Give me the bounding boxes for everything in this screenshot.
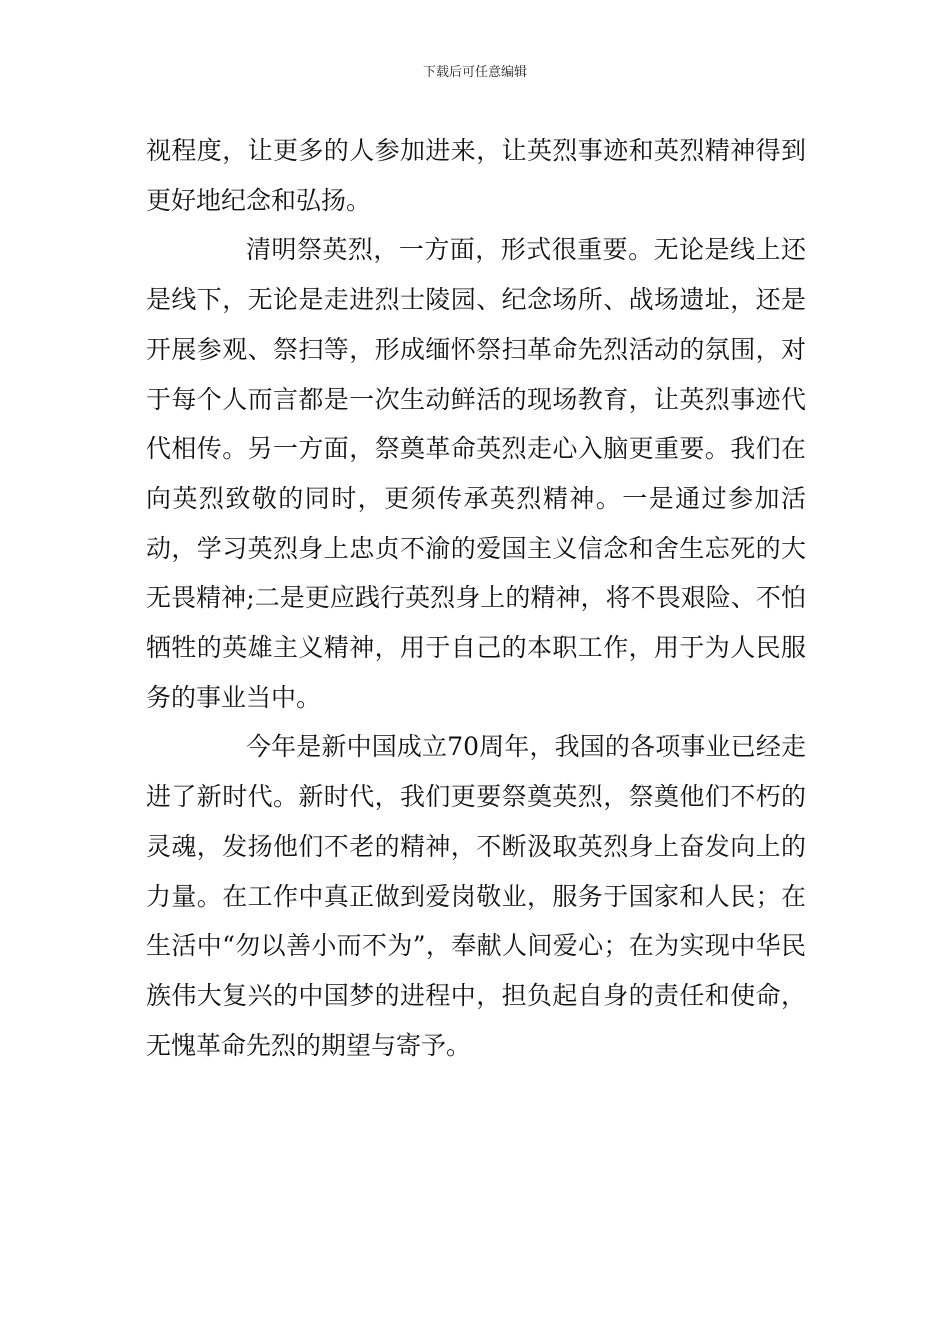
- paragraph-2: 清明祭英烈，一方面，形式很重要。无论是线上还是线下，无论是走进烈士陵园、纪念场所、战场遗址，还是开展参观、祭扫等，形成缅怀祭扫革命先烈活动的氛围，对于每个人而言都是一次生动鲜活的现场教育，让英烈事迹代代相传。另一方面，祭奠革命英烈走心入脑更重要。我们在向英烈致敬的同时，更须传承英烈精神。一是通过参加活动，学习英烈身上忠贞不渝的爱国主义信念和舍生忘死的大无畏精神;二是更应践行英烈身上的精神，将不畏艰险、不怕牺牲的英雄主义精神，用于自己的本职工作，用于为人民服务的事业当中。: [146, 235, 806, 712]
- paragraph-1: 视程度，让更多的人参加进来，让英烈事迹和英烈精神得到更好地纪念和弘扬。: [146, 136, 806, 215]
- document-body: [146, 126, 806, 1070]
- paragraph-3: 今年是新中国成立70周年，我国的各项事业已经走进了新时代。新时代，我们更要祭奠英烈，祭奠他们不朽的灵魂，发扬他们不老的精神，不断汲取英烈身上奋发向上的力量。在工作中真正做到爱岗敬业，服务于国家和人民；在生活中“勿以善小而不为”，奉献人间爱心；在为实现中华民族伟大复兴的中国梦的进程中，担负起自身的责任和使命，无愧革命先烈的期望与寄予。: [146, 732, 806, 1060]
- page-header: 下载后可任意编辑: [422, 65, 527, 80]
